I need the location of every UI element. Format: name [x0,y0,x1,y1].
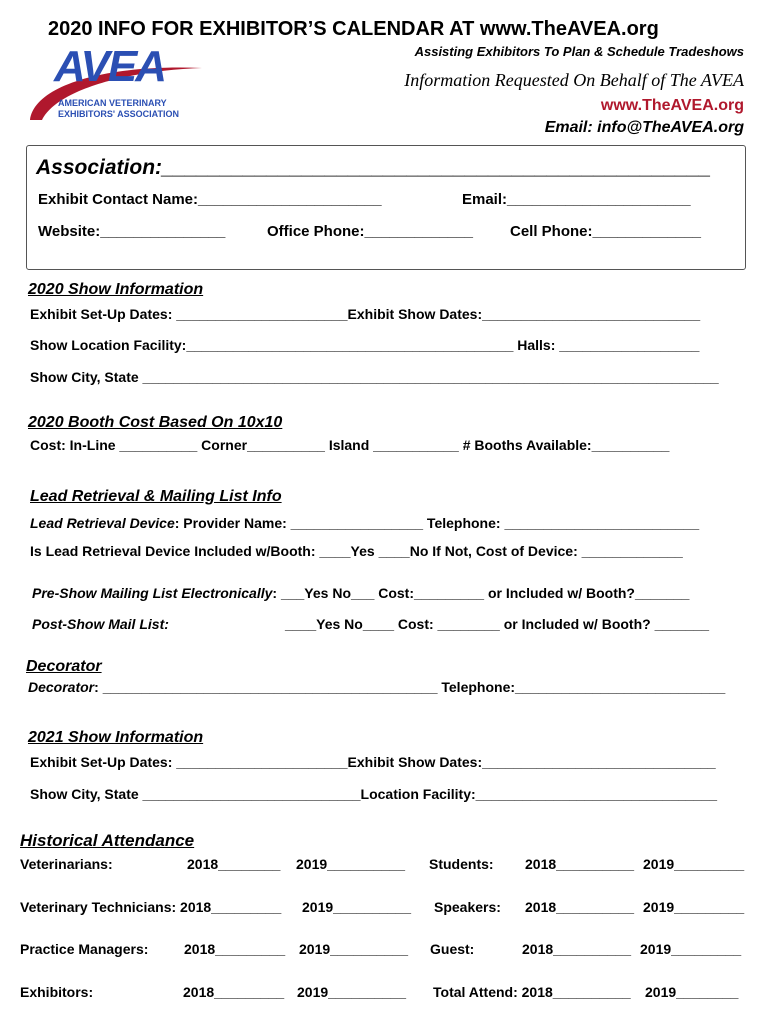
logo-line2: EXHIBITORS' ASSOCIATION [58,109,179,119]
show-2020-setup-field[interactable]: Exhibit Set-Up Dates: ______________________Exhibit Show Dates:____________________________ [30,306,701,322]
logo-wordmark: AVEA [54,42,165,91]
veterinarians-label: Veterinarians: [20,856,113,872]
booth-cost-field[interactable]: Cost: In-Line __________ Corner__________ Island ___________ # Booths Available:__________ [30,437,670,453]
attendance-heading: Historical Attendance [20,831,195,850]
students-2018-field[interactable]: 2018__________ [525,856,635,872]
speakers-2018-field[interactable]: 2018__________ [525,899,635,915]
logo-line1: AMERICAN VETERINARY [58,98,167,108]
avea-logo [24,42,214,126]
speakers-label: Speakers: [434,899,501,915]
preshow-label: Pre-Show Mailing List Electronically [32,585,273,601]
show-2020-city-field[interactable]: Show City, State __________________________________________________________________________ [30,369,719,385]
office-phone-field[interactable]: Office Phone:_____________ [267,223,473,240]
request-line: Information Requested On Behalf of The AVEA [404,70,744,90]
preshow-mailing-field[interactable] [32,585,689,601]
show-2020-facility-field[interactable]: Show Location Facility:__________________________________________ Halls: __________________ [30,337,700,353]
exhibitors-2018-field[interactable]: 2018_________ [183,984,285,1000]
total-attend-2019-field[interactable]: 2019________ [645,984,739,1000]
veterinarians-2019-field[interactable]: 2019__________ [296,856,406,872]
technicians-2019-field[interactable]: 2019__________ [302,899,412,915]
association-field[interactable]: Association:_______________________________________________ [36,156,711,179]
show-2021-city-field[interactable]: Show City, State ____________________________Location Facility:_______________________________ [30,786,718,802]
students-2019-field[interactable]: 2019_________ [643,856,745,872]
speakers-2019-field[interactable]: 2019_________ [643,899,745,915]
website-field[interactable]: Website:_______________ [38,223,226,240]
tagline: Assisting Exhibitors To Plan & Schedule Tradeshows [414,44,744,59]
contact-name-field[interactable]: Exhibit Contact Name:______________________ [38,191,382,208]
cell-phone-field[interactable]: Cell Phone:_____________ [510,223,701,240]
booth-cost-heading: 2020 Booth Cost Based On 10x10 [28,414,283,431]
guest-2018-field[interactable]: 2018__________ [522,941,632,957]
decorator-field[interactable] [28,679,725,695]
show-2021-heading: 2021 Show Information [28,729,204,746]
veterinarians-2018-field[interactable]: 2018________ [187,856,281,872]
decorator-label: Decorator [28,679,95,695]
postshow-label: Post-Show Mail List: [32,616,169,632]
technicians-2018-field[interactable]: Veterinary Technicians: 2018_________ [20,899,282,915]
decorator-rest: : ___________________________________________ Telephone:___________________________ [94,679,726,695]
show-2020-heading: 2020 Show Information [28,281,204,298]
practice-managers-label: Practice Managers: [20,941,149,957]
guest-label: Guest: [430,941,475,957]
lead-device-field[interactable] [30,515,699,531]
postshow-mail-field[interactable]: ____Yes No____ Cost: ________ or Included w/ Booth? _______ [285,616,710,632]
total-attend-2018-field[interactable]: Total Attend: 2018__________ [433,984,631,1000]
practice-managers-2018-field[interactable]: 2018_________ [184,941,286,957]
exhibitors-label: Exhibitors: [20,984,94,1000]
contact-email-field[interactable]: Email:______________________ [462,191,691,208]
practice-managers-2019-field[interactable]: 2019__________ [299,941,409,957]
lead-retrieval-heading: Lead Retrieval & Mailing List Info [30,488,282,505]
lead-device-label: Lead Retrieval Device [30,515,175,531]
lead-device-rest: : Provider Name: _________________ Telephone: _________________________ [174,515,700,531]
lead-included-field[interactable]: Is Lead Retrieval Device Included w/Booth: ____Yes ____No If Not, Cost of Device: _____________ [30,543,683,559]
header-website: www.TheAVEA.org [600,97,744,114]
header-email: Email: info@TheAVEA.org [544,119,744,136]
students-label: Students: [429,856,494,872]
guest-2019-field[interactable]: 2019_________ [640,941,742,957]
show-2021-setup-field[interactable]: Exhibit Set-Up Dates: ______________________Exhibit Show Dates:______________________________ [30,754,716,770]
decorator-heading: Decorator [26,658,102,675]
page-title: 2020 INFO FOR EXHIBITOR’S CALENDAR AT www.TheAVEA.org [48,18,659,40]
exhibitors-2019-field[interactable]: 2019__________ [297,984,407,1000]
preshow-rest: : ___Yes No___ Cost:_________ or Included w/ Booth?_______ [272,585,690,601]
